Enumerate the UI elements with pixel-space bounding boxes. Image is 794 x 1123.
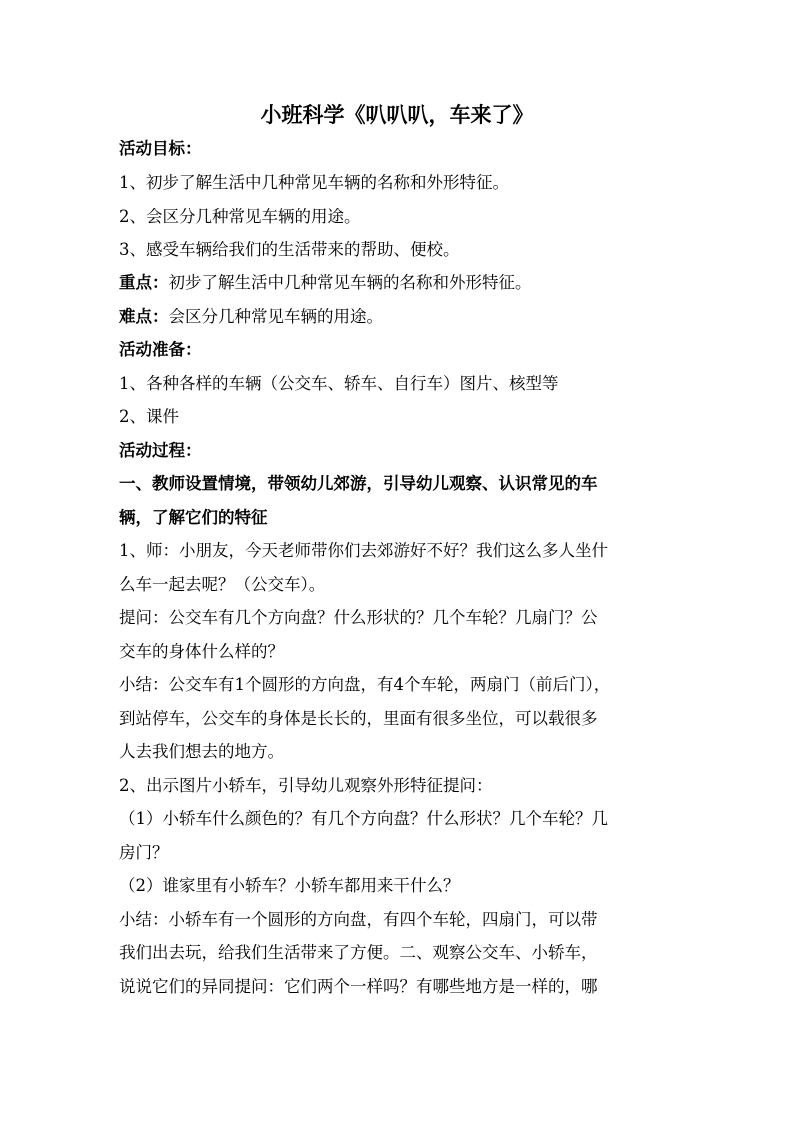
paragraph-line: 交车的身体什么样的？ bbox=[119, 642, 284, 661]
paragraph-line: 1、师：小朋友，今天老师带你们去郊游好不好？我们这么多人坐什 bbox=[119, 541, 608, 560]
goal-item-1: 1、初步了解生活中几种常见车辆的名称和外形特征。 bbox=[119, 173, 509, 192]
paragraph-line: 人去我们想去的地方。 bbox=[119, 742, 284, 761]
paragraph-line: （2）谁家里有小轿车？小轿车都用来干什么？ bbox=[119, 876, 460, 895]
paragraph-line: （1）小轿车什么颜色的？有几个方向盘？什么形状？几个车轮？几 bbox=[119, 809, 608, 828]
paragraph-line: 我们出去玩，给我们生活带来了方便。二、观察公交车、小轿车， bbox=[119, 943, 598, 962]
goals-heading: 活动目标： bbox=[119, 139, 202, 158]
key-point bbox=[119, 271, 679, 295]
difficulty-point bbox=[119, 305, 679, 329]
difficulty-label: 难点： bbox=[119, 307, 169, 326]
section-heading-1a: 一、教师设置情境，带领幼儿郊游，引导幼儿观察、认识常见的车 bbox=[119, 474, 598, 493]
page-title: 小班科学《叭叭叭，车来了》 bbox=[260, 102, 534, 127]
paragraph-line: 小结：公交车有1个圆形的方向盘，有4个车轮，两扇门（前后门）， bbox=[119, 675, 611, 694]
difficulty-text: 会区分几种常见车辆的用途。 bbox=[168, 307, 383, 326]
paragraph-line: 到站停车，公交车的身体是长长的，里面有很多坐位，可以载很多 bbox=[119, 709, 598, 728]
prep-item-2: 2、课件 bbox=[119, 407, 179, 426]
key-point-label: 重点： bbox=[119, 273, 169, 292]
paragraph-line: 2、出示图片小轿车，引导幼儿观察外形特征提问： bbox=[119, 776, 493, 795]
process-heading: 活动过程： bbox=[119, 441, 202, 460]
prep-item-1: 1、各种各样的车辆（公交车、轿车、自行车）图片、核型等 bbox=[119, 374, 559, 393]
paragraph-line: 房门？ bbox=[119, 843, 169, 862]
prep-heading: 活动准备： bbox=[119, 340, 202, 359]
paragraph-line: 小结：小轿车有一个圆形的方向盘，有四个车轮，四扇门，可以带 bbox=[119, 910, 598, 929]
goal-item-3: 3、感受车辆给我们的生活带来的帮助、便校。 bbox=[119, 240, 460, 259]
key-point-text: 初步了解生活中几种常见车辆的名称和外形特征。 bbox=[168, 273, 532, 292]
paragraph-line: 提问：公交车有几个方向盘？什么形状的？几个车轮？几扇门？公 bbox=[119, 608, 598, 627]
paragraph-line: 么车一起去呢？（公交车）。 bbox=[119, 575, 326, 594]
paragraph-line: 说说它们的异同提问：它们两个一样吗？有哪些地方是一样的，哪 bbox=[119, 977, 598, 996]
goal-item-2: 2、会区分几种常见车辆的用途。 bbox=[119, 207, 361, 226]
section-heading-1b: 辆，了解它们的特征 bbox=[119, 508, 268, 527]
